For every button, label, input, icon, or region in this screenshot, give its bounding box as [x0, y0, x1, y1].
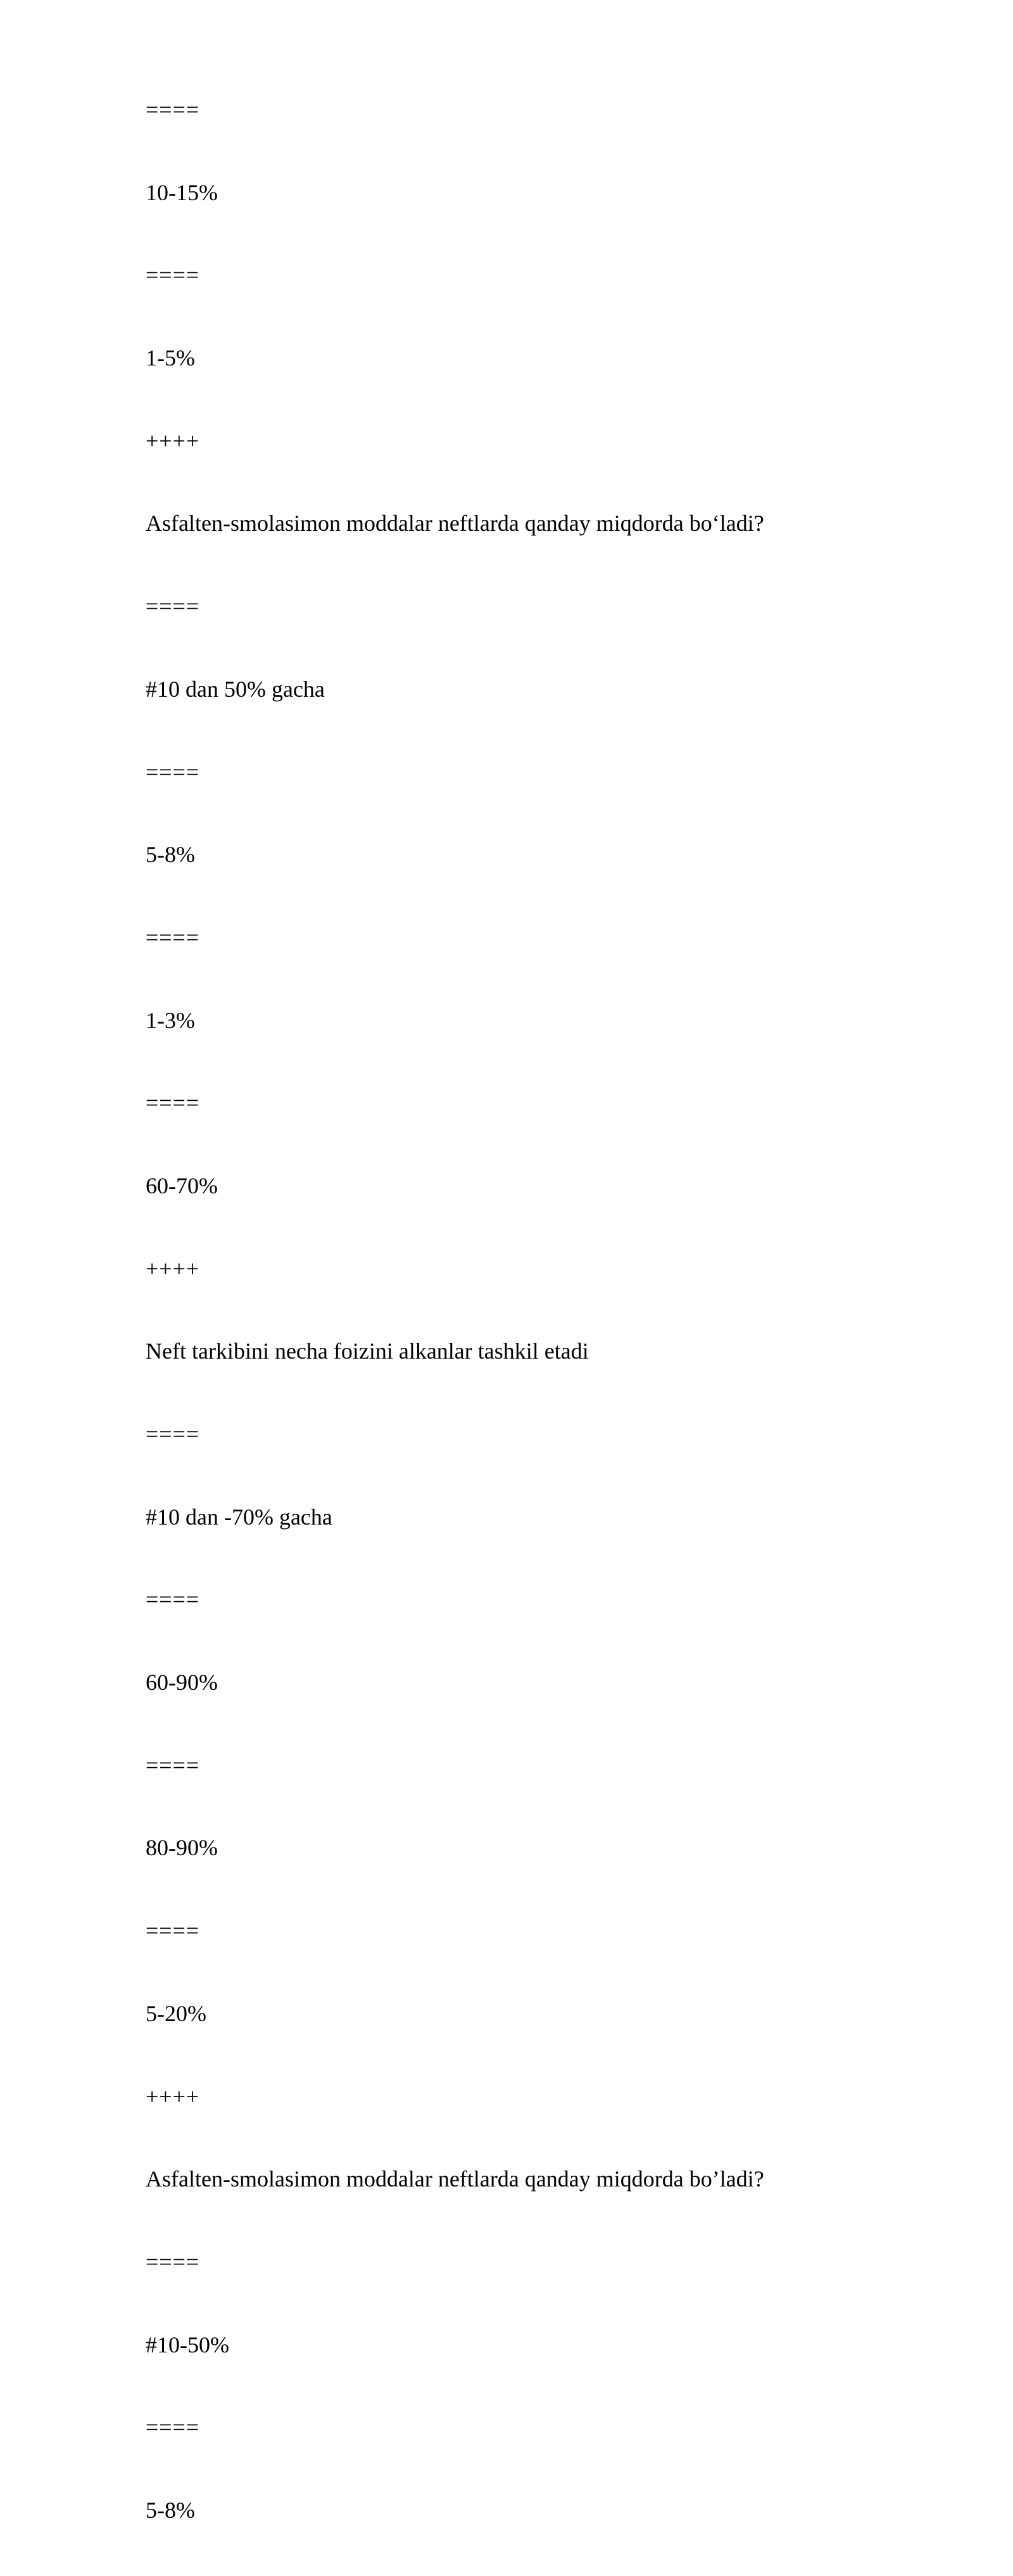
- answer-option: 80-90%: [146, 1835, 218, 1861]
- question-separator: ++++: [146, 428, 200, 454]
- question-text: Asfalten-smolasimon moddalar neftlarda qanday miqdorda bo’ladi?: [146, 2166, 764, 2192]
- correct-answer-option: #10 dan -70% gacha: [146, 1504, 332, 1530]
- answer-option: 1-5%: [146, 345, 195, 371]
- question-separator: ++++: [146, 1255, 200, 1281]
- answer-option: 60-70%: [146, 1172, 218, 1198]
- separator-line: ====: [146, 593, 200, 619]
- answer-option: 5-20%: [146, 2000, 206, 2026]
- separator-line: ====: [146, 1752, 200, 1778]
- separator-line: ====: [146, 1918, 200, 1944]
- correct-answer-option: #10 dan 50% gacha: [146, 676, 325, 702]
- answer-option: 10-15%: [146, 179, 218, 205]
- question-text: Asfalten-smolasimon moddalar neftlarda qanday miqdorda bo‘ladi?: [146, 511, 764, 536]
- separator-line: ====: [146, 2414, 200, 2440]
- separator-line: ====: [146, 1090, 200, 1116]
- correct-answer-option: #10-50%: [146, 2332, 229, 2357]
- answer-option: 5-8%: [146, 2497, 195, 2523]
- separator-line: ====: [146, 1421, 200, 1447]
- separator-line: ====: [146, 97, 200, 122]
- answer-option: 60-90%: [146, 1670, 218, 1696]
- document-body: [146, 92, 905, 2576]
- question-text: Neft tarkibini necha foizini alkanlar tashkil etadi: [146, 1338, 589, 1364]
- separator-line: ====: [146, 1587, 200, 1613]
- question-separator: ++++: [146, 2083, 200, 2109]
- separator-line: ====: [146, 262, 200, 288]
- answer-option: 1-3%: [146, 1007, 195, 1033]
- separator-line: ====: [146, 2249, 200, 2275]
- separator-line: ====: [146, 924, 200, 950]
- separator-line: ====: [146, 759, 200, 785]
- answer-option: 5-8%: [146, 842, 195, 868]
